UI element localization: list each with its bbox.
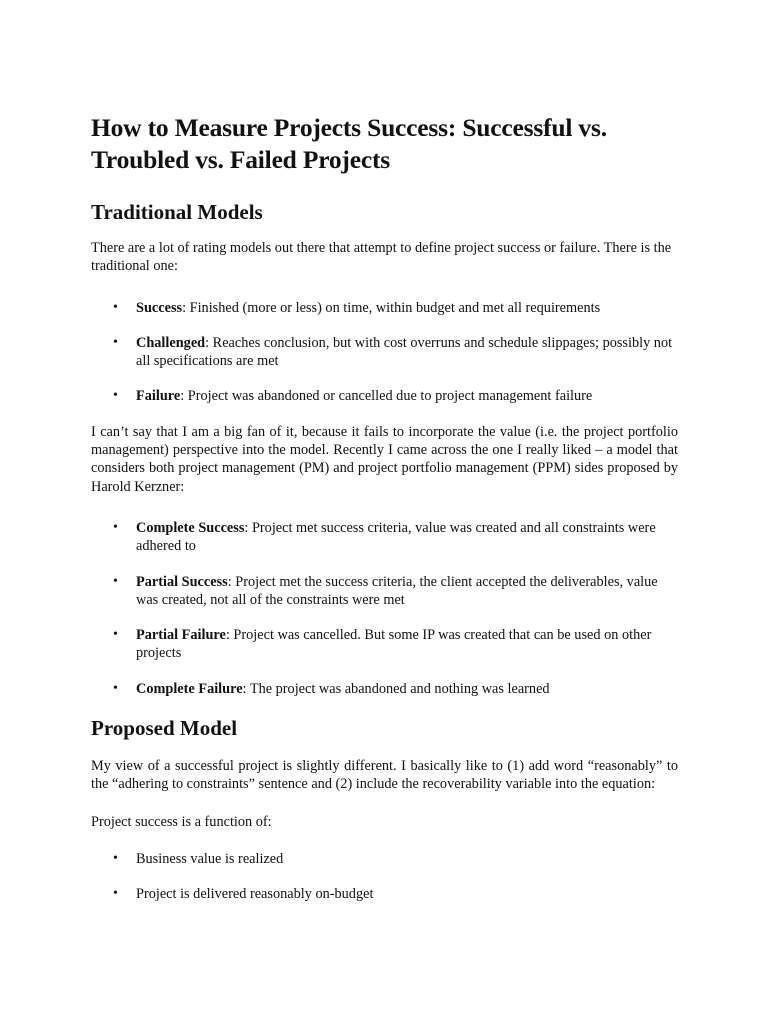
list-item-text: : Project met the success criteria, the client accepted the deliverables, value was created, not all of the constraints were met: [136, 573, 658, 608]
list-item-term: Challenged: [136, 334, 206, 351]
list-item-text: Project is delivered reasonably on-budget: [136, 886, 374, 903]
list-item-text: : Finished (more or less) on time, within budget and met all requirements: [182, 299, 601, 316]
bullet-icon: •: [113, 388, 118, 404]
list-item-text: : Project met success criteria, value was created and all constraints were adhered to: [136, 519, 656, 555]
list-item-term: Partial Success: [136, 573, 228, 590]
bullet-icon: •: [113, 299, 118, 315]
list-item-text: : The project was abandoned and nothing was learned: [242, 680, 550, 697]
list-item: [91, 387, 678, 405]
list-item: [91, 885, 678, 903]
section-heading-traditional-models: Traditional Models: [91, 200, 263, 224]
bullet-icon: •: [113, 680, 118, 696]
kerzner-intro-paragraph: I can’t say that I am a big fan of it, because it fails to incorporate the value (i.e. the project portfolio management) perspective into the model. Recently I came across the one I really liked – a model that considers both project management (PM) and project portfolio management (PPM) sides proposed by Harold Kerzner:: [91, 423, 678, 495]
proposed-intro-paragraph: My view of a successful project is slightly different. I basically like to (1) add word “reasonably” to the “adhering to constraints” sentence and (2) include the recoverability variable into the equation:: [91, 758, 678, 793]
bullet-icon: •: [113, 334, 118, 350]
page-title: How to Measure Projects Success: Successful vs. Troubled vs. Failed Projects: [91, 113, 607, 174]
bullet-icon: •: [113, 886, 118, 902]
list-item-term: Complete Failure: [136, 680, 243, 697]
function-lead-paragraph: Project success is a function of:: [91, 813, 272, 830]
bullet-icon: •: [113, 573, 118, 589]
list-item-text: : Project was abandoned or cancelled due to project management failure: [180, 388, 593, 405]
proposed-model-list: [91, 850, 678, 904]
traditional-intro-paragraph: There are a lot of rating models out there that attempt to define project success or failure. There is the traditional one:: [91, 240, 672, 275]
list-item: [91, 334, 678, 371]
list-item: [91, 626, 678, 663]
list-item: [91, 519, 678, 556]
bullet-icon: •: [113, 519, 118, 535]
list-item-term: Partial Failure: [136, 627, 226, 644]
list-item-term: Success: [136, 299, 183, 316]
list-item: [91, 850, 678, 868]
kerzner-model-list: [91, 519, 678, 698]
list-item-text: : Project was cancelled. But some IP was created that can be used on other projects: [136, 627, 652, 662]
list-item: [91, 573, 678, 610]
traditional-model-list: [91, 299, 678, 406]
section-heading-proposed-model: Proposed Model: [91, 716, 238, 741]
list-item-text: : Reaches conclusion, but with cost overruns and schedule slippages; possibly not all specifications are met: [136, 334, 673, 370]
list-item-term: Failure: [136, 388, 181, 405]
list-item-text: Business value is realized: [136, 850, 284, 867]
bullet-icon: •: [113, 850, 118, 866]
bullet-icon: •: [113, 627, 118, 643]
list-item: [91, 680, 678, 698]
list-item: [91, 299, 678, 317]
list-item-term: Complete Success: [136, 519, 245, 536]
